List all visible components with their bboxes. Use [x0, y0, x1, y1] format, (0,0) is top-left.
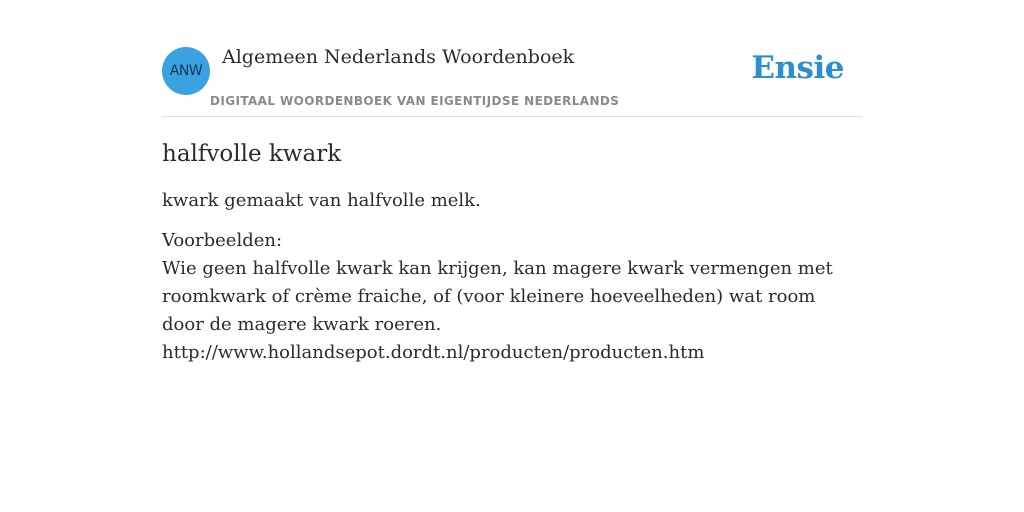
- example-text: Wie geen halfvolle kwark kan krijgen, kan magere kwark vermengen met roomkwark of crème fraiche, of (voor kleinere hoeveelheden) wat room door de magere kwark roeren.: [162, 258, 833, 335]
- site-title[interactable]: Algemeen Nederlands Woordenboek: [222, 46, 575, 68]
- page-container: [162, 0, 862, 367]
- ensie-brand-logo[interactable]: Ensie: [751, 50, 844, 86]
- site-header: [162, 0, 862, 117]
- examples-section: [162, 227, 862, 367]
- site-subtitle: DIGITAAL WOORDENBOEK VAN EIGENTIJDSE NEDERLANDS: [210, 94, 620, 108]
- examples-label: Voorbeelden:: [162, 230, 283, 251]
- logo-text: ANW: [169, 63, 203, 79]
- anw-logo[interactable]: [162, 47, 210, 95]
- entry-definition: kwark gemaakt van halfvolle melk.: [162, 190, 481, 211]
- entry-headword: halfvolle kwark: [162, 141, 342, 167]
- example-source-url: http://www.hollandsepot.dordt.nl/producten/producten.htm: [162, 342, 705, 363]
